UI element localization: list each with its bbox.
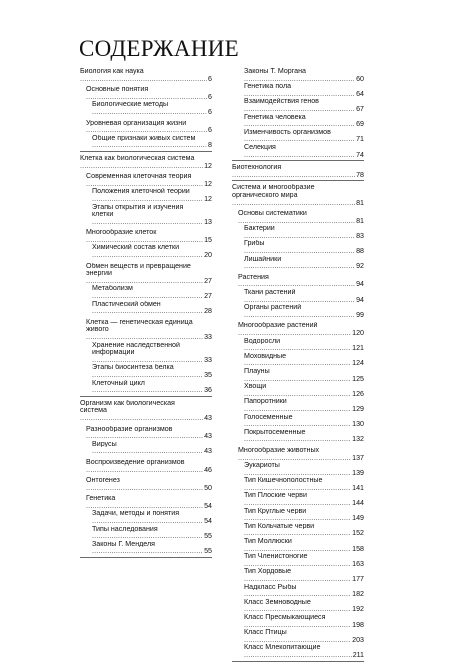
- toc-entry-title: Многообразие клеток .....: [86, 229, 212, 244]
- toc-entry-title: Этапы биосинтеза белка .....: [92, 364, 212, 379]
- toc-entry[interactable]: [232, 144, 364, 159]
- toc-entry[interactable]: [232, 447, 364, 462]
- toc-page-number: 13: [204, 217, 212, 226]
- toc-entry[interactable]: [80, 204, 212, 227]
- toc-entry[interactable]: [232, 129, 364, 144]
- toc-entry[interactable]: [232, 538, 364, 553]
- toc-page-number: 198: [352, 620, 364, 629]
- toc-entry-title: Лишайники .....: [244, 256, 364, 271]
- toc-entry-title: Плауны .....: [244, 368, 364, 383]
- toc-page-number: 36: [204, 386, 212, 395]
- toc-entry-title: Многообразие животных .....: [238, 447, 364, 462]
- toc-page-number: 120: [352, 329, 364, 337]
- toc-page-number: 12: [204, 161, 212, 170]
- toc-page-number: 33: [204, 333, 212, 341]
- toc-page-number: 177: [352, 575, 364, 583]
- toc-entry-title: Растения .....: [238, 274, 364, 289]
- toc-page-number: 83: [356, 231, 364, 240]
- toc-entry[interactable]: [232, 164, 364, 179]
- toc-page-number: 129: [352, 404, 364, 413]
- toc-entry[interactable]: [80, 526, 212, 541]
- toc-entry[interactable]: [232, 114, 364, 129]
- toc-entry-title: Клетка как биологическая система .....: [80, 155, 212, 170]
- toc-entry[interactable]: [232, 274, 364, 289]
- toc-entry[interactable]: [80, 400, 212, 423]
- toc-page-number: 81: [356, 198, 364, 207]
- toc-entry-title: Современная клеточная теория .....: [86, 173, 212, 188]
- toc-page-number: 54: [204, 517, 212, 526]
- toc-entry-title: Химический состав клетки .....: [92, 244, 212, 259]
- toc-entry-title: Законы Т. Моргана .....: [244, 68, 364, 83]
- toc-entry[interactable]: [80, 364, 212, 379]
- toc-entry[interactable]: [232, 462, 364, 477]
- toc-page-number: 211: [352, 650, 364, 659]
- toc-page-number: 27: [204, 276, 212, 285]
- toc-page-number: 71: [356, 135, 364, 144]
- toc-entry[interactable]: [232, 584, 364, 599]
- toc-entry-title: Ткани растений .....: [244, 289, 364, 304]
- toc-page-number: 55: [204, 547, 212, 556]
- toc-page-number: 74: [356, 150, 364, 159]
- toc-entry[interactable]: [232, 523, 364, 538]
- toc-entry[interactable]: [80, 120, 212, 135]
- toc-entry-title: Тип Плоские черви .....: [244, 492, 364, 507]
- toc-page-number: 43: [204, 447, 212, 456]
- toc-page-number: 99: [356, 310, 364, 319]
- toc-entry-title: Вирусы .....: [92, 441, 212, 456]
- toc-page-number: 149: [352, 514, 364, 523]
- toc-entry-title: Обмен веществ и превращение энергии .....: [86, 263, 212, 285]
- toc-entry-title: Положения клеточной теории .....: [92, 188, 212, 203]
- toc-entry-title: Основы систематики .....: [238, 210, 364, 225]
- toc-page-number: 64: [356, 89, 364, 98]
- toc-entry-title: Генетика пола .....: [244, 83, 364, 98]
- toc-entry-title: Типы наследования .....: [92, 526, 212, 541]
- toc-entry-title: Класс Птицы .....: [244, 629, 364, 644]
- toc-entry-title: Общие признаки живых систем .....: [92, 135, 212, 150]
- toc-entry[interactable]: [80, 188, 212, 203]
- toc-entry-title: Организм как биологическая система .....: [80, 400, 212, 422]
- toc-page-number: 203: [352, 635, 364, 644]
- toc-entry[interactable]: [232, 414, 364, 429]
- toc-entry-title: Хранение наследственной информации .....: [92, 342, 212, 364]
- toc-page-number: 94: [356, 295, 364, 304]
- toc-entry[interactable]: [80, 459, 212, 474]
- toc-entry[interactable]: [80, 541, 212, 556]
- toc-entry[interactable]: [80, 173, 212, 188]
- toc-entry-title: Тип Хордовые .....: [244, 568, 364, 583]
- toc-page-number: 6: [208, 74, 212, 83]
- toc-entry[interactable]: [80, 441, 212, 456]
- toc-page-number: 141: [352, 483, 364, 492]
- toc-entry[interactable]: [80, 86, 212, 101]
- toc-entry[interactable]: [232, 338, 364, 353]
- toc-page-number: 163: [352, 559, 364, 568]
- toc-page-number: 15: [204, 235, 212, 244]
- toc-page-number: 92: [356, 262, 364, 271]
- toc-page-number: 132: [352, 435, 364, 444]
- toc-entry-title: Тип Моллюски .....: [244, 538, 364, 553]
- toc-page-number: 144: [352, 499, 364, 508]
- toc-entry[interactable]: [232, 553, 364, 568]
- toc-entry-title: Водоросли .....: [244, 338, 364, 353]
- toc-entry[interactable]: [232, 225, 364, 240]
- page-title: СОДЕРЖАНИЕ: [79, 36, 240, 61]
- toc-page-number: 137: [352, 453, 364, 462]
- toc-page-number: 94: [356, 280, 364, 289]
- toc-section: [80, 68, 212, 152]
- toc-entry-title: Система и многообразие органического мира .....: [232, 184, 364, 206]
- toc-page-number: 6: [208, 107, 212, 116]
- toc-entry[interactable]: [232, 83, 364, 98]
- toc-entry[interactable]: [232, 98, 364, 113]
- toc-entry-title: Надкласс Рыбы .....: [244, 584, 364, 599]
- toc-entry[interactable]: [232, 368, 364, 383]
- toc-entry[interactable]: [80, 510, 212, 525]
- toc-page-number: 8: [208, 141, 212, 150]
- toc-entry-title: Задачи, методы и понятия .....: [92, 510, 212, 525]
- toc-entry-title: Тип Круглые черви .....: [244, 508, 364, 523]
- toc-entry-title: Грибы .....: [244, 240, 364, 255]
- toc-page-number: 55: [204, 532, 212, 541]
- toc-page-number: 50: [204, 483, 212, 492]
- toc-entry[interactable]: [232, 644, 364, 659]
- toc-entry-title: Биологические методы .....: [92, 101, 212, 116]
- toc-page-number: 6: [208, 126, 212, 135]
- toc-page-number: 130: [352, 420, 364, 429]
- toc-entry-title: Тип Кольчатые черви .....: [244, 523, 364, 538]
- toc-entry[interactable]: [232, 477, 364, 492]
- toc-page-number: 88: [356, 247, 364, 256]
- toc-entry[interactable]: [232, 508, 364, 523]
- toc-entry-title: Разнообразие организмов .....: [86, 426, 212, 441]
- toc-page-number: 6: [208, 92, 212, 101]
- toc-entry-title: Биология как наука .....: [80, 68, 212, 83]
- toc-entry-title: Бактерии .....: [244, 225, 364, 240]
- toc-entry-title: Онтогенез .....: [86, 477, 212, 492]
- toc-page-number: 20: [204, 251, 212, 260]
- toc-page-number: 60: [356, 74, 364, 83]
- toc-entry[interactable]: [80, 244, 212, 259]
- toc-entry[interactable]: [80, 301, 212, 316]
- toc-entry[interactable]: [232, 629, 364, 644]
- toc-entry[interactable]: [80, 495, 212, 510]
- toc-page-number: 69: [356, 120, 364, 129]
- toc-page-number: 67: [356, 104, 364, 113]
- toc-page-number: 35: [204, 370, 212, 379]
- toc-entry-title: Органы растений .....: [244, 304, 364, 319]
- toc-entry-title: Уровневая организация жизни .....: [86, 120, 212, 135]
- toc-entry-title: Тип Кишечнополостные .....: [244, 477, 364, 492]
- toc-entry-title: Селекция .....: [244, 144, 364, 159]
- toc-entry[interactable]: [80, 229, 212, 244]
- toc-entry-title: Изменчивость организмов .....: [244, 129, 364, 144]
- toc-section: [232, 184, 364, 661]
- toc-entry-title: Моховидные .....: [244, 353, 364, 368]
- toc-entry[interactable]: [232, 240, 364, 255]
- toc-page-number: 12: [204, 194, 212, 203]
- toc-entry[interactable]: [80, 155, 212, 170]
- toc-section: [232, 68, 364, 161]
- toc-entry[interactable]: [80, 101, 212, 116]
- toc-entry[interactable]: [232, 322, 364, 337]
- toc-entry[interactable]: [232, 256, 364, 271]
- toc-entry-title: Эукариоты .....: [244, 462, 364, 477]
- toc-page-number: 182: [352, 590, 364, 599]
- toc-entry-title: Клетка — генетическая единица живого .....: [86, 319, 212, 341]
- toc-entry-title: Папоротники .....: [244, 398, 364, 413]
- toc-entry-title: Пластический обмен .....: [92, 301, 212, 316]
- toc-entry[interactable]: [80, 426, 212, 441]
- toc-section: [80, 155, 212, 397]
- toc-entry[interactable]: [80, 380, 212, 395]
- toc-entry[interactable]: [232, 210, 364, 225]
- toc-entry[interactable]: [232, 568, 364, 583]
- toc-page-number: 139: [352, 468, 364, 477]
- toc-entry[interactable]: [232, 353, 364, 368]
- toc-column-left: [80, 68, 212, 561]
- toc-section: [80, 400, 212, 558]
- toc-page-number: 158: [352, 544, 364, 553]
- toc-entry[interactable]: [232, 304, 364, 319]
- toc-page-number: 28: [204, 307, 212, 316]
- toc-entry[interactable]: [80, 477, 212, 492]
- toc-page-number: 152: [352, 529, 364, 538]
- toc-entry-title: Класс Млекопитающие .....: [244, 644, 364, 659]
- toc-entry-title: Генетика человека .....: [244, 114, 364, 129]
- toc-entry[interactable]: [232, 184, 364, 207]
- toc-entry[interactable]: [232, 398, 364, 413]
- toc-entry[interactable]: [80, 285, 212, 300]
- toc-entry-title: Многообразие растений .....: [238, 322, 364, 337]
- toc-entry[interactable]: [80, 68, 212, 83]
- toc-page-number: 121: [352, 344, 364, 353]
- toc-entry-title: Основные понятия .....: [86, 86, 212, 101]
- toc-entry-title: Класс Пресмыкающиеся .....: [244, 614, 364, 629]
- toc-entry-title: Клеточный цикл .....: [92, 380, 212, 395]
- toc-entry-title: Класс Земноводные .....: [244, 599, 364, 614]
- toc-page-number: 124: [352, 359, 364, 368]
- toc-page-number: 54: [204, 501, 212, 510]
- toc-entry[interactable]: [232, 383, 364, 398]
- toc-entry-title: Взаимодействия генов .....: [244, 98, 364, 113]
- toc-page-number: 46: [204, 465, 212, 474]
- toc-entry[interactable]: [232, 614, 364, 629]
- toc-page-number: 12: [204, 179, 212, 188]
- toc-entry-title: Воспроизведение организмов .....: [86, 459, 212, 474]
- toc-entry[interactable]: [232, 492, 364, 507]
- toc-page-number: 78: [356, 170, 364, 179]
- toc-entry-title: Этапы открытия и изучения клетки .....: [92, 204, 212, 226]
- toc-entry[interactable]: [80, 263, 212, 286]
- toc-page-number: 33: [204, 355, 212, 364]
- toc-entry[interactable]: [80, 342, 212, 365]
- toc-entry[interactable]: [80, 135, 212, 150]
- toc-page-number: 81: [356, 216, 364, 225]
- toc-entry[interactable]: [232, 599, 364, 614]
- toc-page-number: 126: [352, 389, 364, 398]
- toc-entry[interactable]: [232, 429, 364, 444]
- toc-entry-title: Биотехнология .....: [232, 164, 364, 179]
- toc-page-number: 27: [204, 292, 212, 301]
- toc-page-number: 43: [204, 432, 212, 441]
- toc-entry[interactable]: [80, 319, 212, 342]
- toc-entry[interactable]: [232, 68, 364, 83]
- toc-section: [232, 164, 364, 181]
- toc-entry-title: Голосеменные .....: [244, 414, 364, 429]
- toc-page-number: 125: [352, 374, 364, 383]
- toc-entry[interactable]: [232, 289, 364, 304]
- toc-page-number: 43: [204, 413, 212, 422]
- toc-entry-title: Тип Членистоногие .....: [244, 553, 364, 568]
- toc-entry-title: Покрытосеменные .....: [244, 429, 364, 444]
- toc-entry-title: Хвощи .....: [244, 383, 364, 398]
- toc-column-right: [232, 68, 364, 665]
- toc-entry-title: Метаболизм .....: [92, 285, 212, 300]
- toc-entry-title: Генетика .....: [86, 495, 212, 510]
- toc-entry-title: Законы Г. Менделя .....: [92, 541, 212, 556]
- toc-page-number: 192: [352, 605, 364, 614]
